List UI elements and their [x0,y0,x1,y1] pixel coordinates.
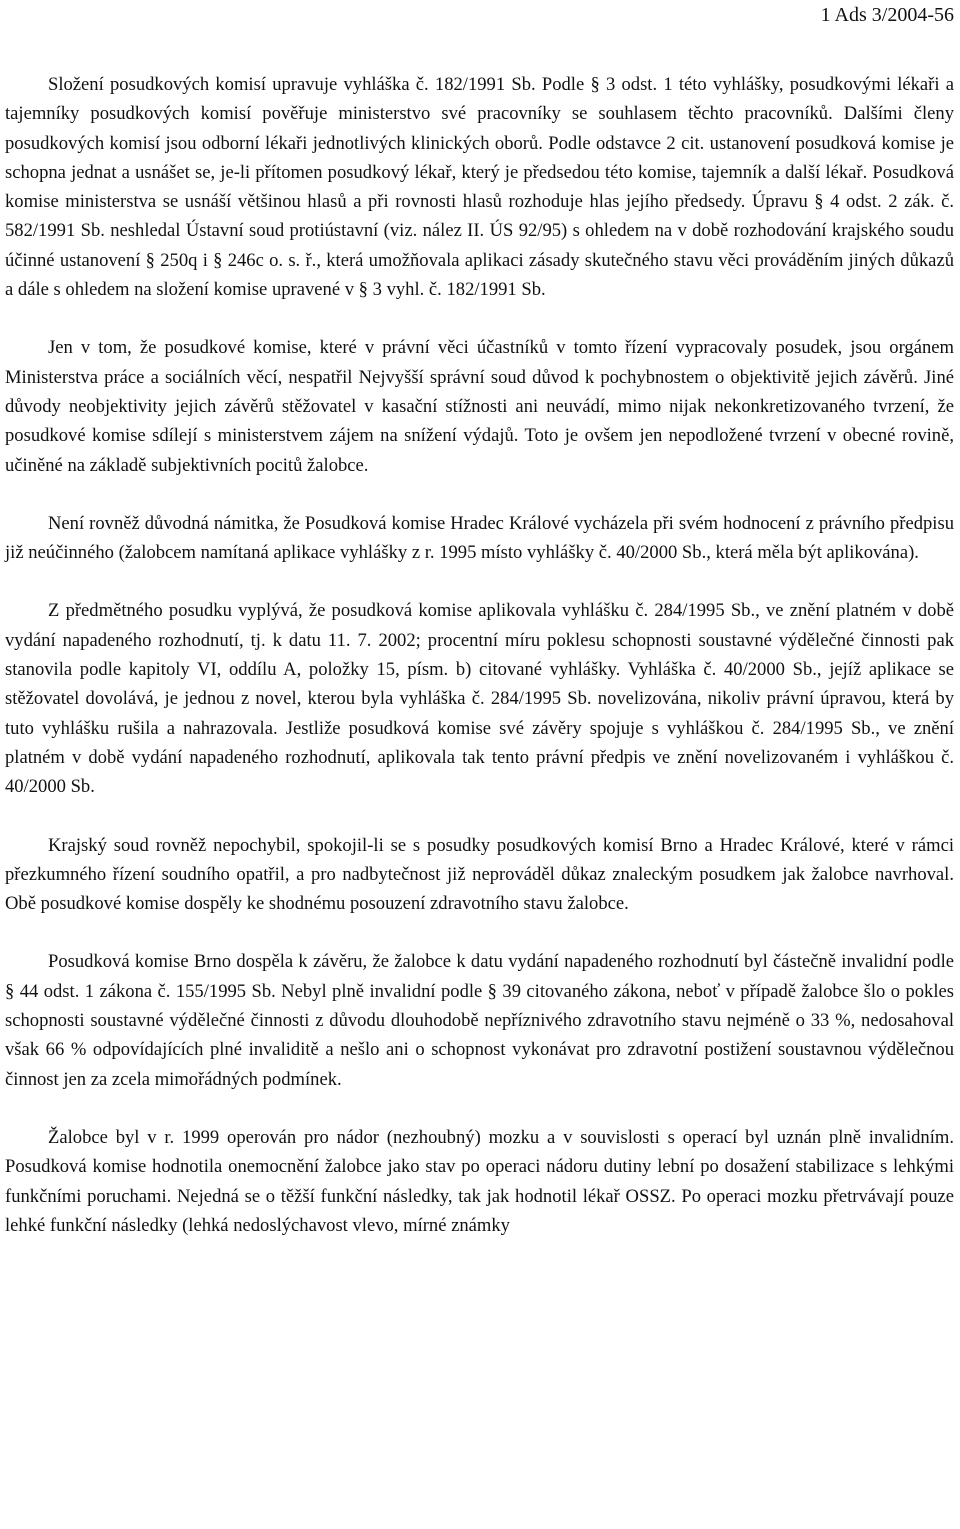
paragraph-applied-regulation: Z předmětného posudku vyplývá, že posudková komise aplikovala vyhlášku č. 284/1995 Sb., ve znění platném v době vydání napadeného rozhodnutí, tj. k datu 11. 7. 2002; procentní míru poklesu schopnosti soustavné výdělečné činnosti pak stanovila podle kapitoly VI, oddílu A, položky 15, písm. b) citované vyhlášky. Vyhláška č. 40/2000 Sb., jejíž aplikace se stěžovatel dovolává, je jednou z novel, kterou byla vyhláška č. 284/1995 Sb. novelizována, nikoliv právní úpravou, která by tuto vyhlášku rušila a nahrazovala. Jestliže posudková komise své závěry spojuje s vyhláškou č. 284/1995 Sb., ve znění platném v době vydání napadeného rozhodnutí, aplikovala tak tento právní předpis ve znění novelizovaném i vyhláškou č. 40/2000 Sb. [5,600,954,798]
paragraph-plaintiff-operation: Žalobce byl v r. 1999 operován pro nádor (nezhoubný) mozku a v souvislosti s operací byl uznán plně invalidním. Posudková komise hodnotila onemocnění žalobce jako stav po operaci nádoru dutiny lební po dosažení stabilizace s lehkými funkčními poruchami. Nejedná se o těžší funkční následky, tak jak hodnotil lékař OSSZ. Po operaci mozku přetrvávají pouze lehké funkční následky (lehká nedoslýchavost vlevo, mírné známky [5,1126,954,1236]
document-body [5,70,954,1269]
case-number-header: 1 Ads 3/2004-56 [820,4,954,26]
paragraph-regional-court: Krajský soud rovněž nepochybil, spokojil-li se s posudky posudkových komisí Brno a Hradec Králové, které v rámci přezkumného řízení soudního opatřil, a pro nadbytečnost již neprováděl důkaz znaleckým posudkem jak žalobce navrhoval. Obě posudkové komise dospěly ke shodnému posouzení zdravotního stavu žalobce. [5,834,954,915]
paragraph-objectivity: Jen v tom, že posudkové komise, které v právní věci účastníků v tomto řízení vypracovaly posudek, jsou orgánem Ministerstva práce a sociálních věcí, nespatřil Nejvyšší správní soud důvod k pochybnostem o objektivitě jejich závěrů. Jiné důvody neobjektivity jejich závěrů stěžovatel v kasační stížnosti ani neuvádí, mimo nijak nekonkretizovaného tvrzení, že posudkové komise sdílejí s ministerstvem zájem na snížení výdajů. Toto je ovšem jen nepodložené tvrzení v obecné rovině, učiněné na základě subjektivních pocitů žalobce. [5,337,954,476]
paragraph-regulation-objection: Není rovněž důvodná námitka, že Posudková komise Hradec Králové vycházela při svém hodnocení z právního předpisu již neúčinného (žalobcem namítaná aplikace vyhlášky z r. 1995 místo vyhlášky č. 40/2000 Sb., která měla být aplikována). [5,512,954,564]
paragraph-brno-commission: Posudková komise Brno dospěla k závěru, že žalobce k datu vydání napadeného rozhodnutí byl částečně invalidní podle § 44 odst. 1 zákona č. 155/1995 Sb. Nebyl plně invalidní podle § 39 citovaného zákona, neboť v případě žalobce šlo o pokles schopnosti soustavné výdělečné činnosti z důvodu dlouhodobě nepříznivého zdravotního stavu nejméně o 33 %, nedosahoval však 66 % odpovídajících plné invaliditě a nešlo ani o schopnost vykonávat pro zdravotní postižení soustavnou výdělečnou činnost jen za zcela mimořádných podmínek. [5,951,954,1090]
paragraph-commission-composition: Složení posudkových komisí upravuje vyhláška č. 182/1991 Sb. Podle § 3 odst. 1 této vyhlášky, posudkovými lékaři a tajemníky posudkových komisí pověřuje ministerstvo své pracovníky se souhlasem těchto pracovníků. Dalšími členy posudkových komisí jsou odborní lékaři jednotlivých klinických oborů. Podle odstavce 2 cit. ustanovení posudková komise je schopna jednat a usnášet se, je-li přítomen posudkový lékař, který je předsedou této komise, tajemník a další lékař. Posudková komise ministerstva se usnáší většinou hlasů a při rovnosti hlasů rozhoduje hlas jejího předsedy. Úpravu § 4 odst. 2 zák. č. 582/1991 Sb. neshledal Ústavní soud protiústavní (viz. nález II. ÚS 92/95) s ohledem na v době rozhodování krajského soudu účinné ustanovení § 250q i § 246c o. s. ř., která umožňovala aplikaci zásady skutečného stavu věci prováděním jiných důkazů a dále s ohledem na složení komise upravené v § 3 vyhl. č. 182/1991 Sb. [5,74,954,301]
